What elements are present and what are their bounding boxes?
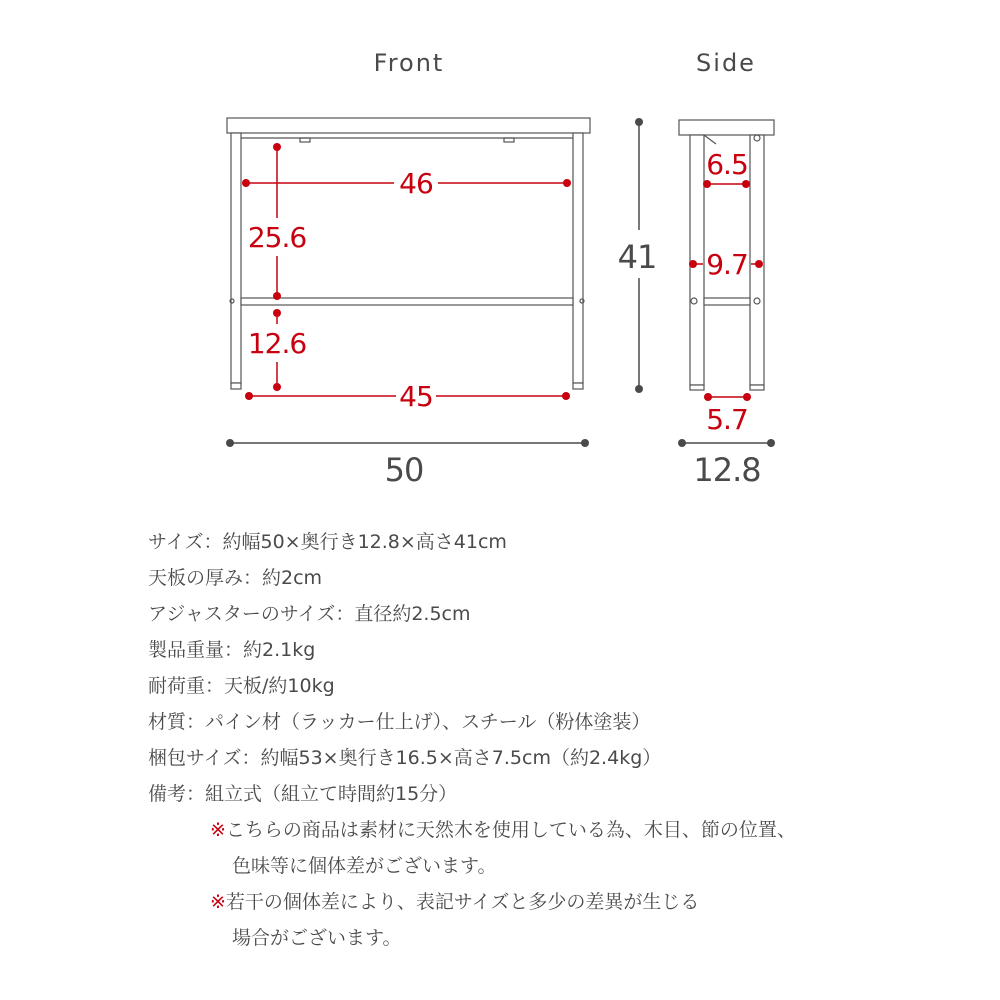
spec-package-size: 梱包サイズ：約幅53×奥行き16.5×高さ7.5cm（約2.4kg） [148, 747, 662, 769]
front-dim-upper-gap [248, 143, 307, 300]
spec-remarks: 備考：組立式（組立て時間約15分） [148, 783, 458, 805]
dim-label-12-8: 12.8 [693, 451, 761, 489]
spec-load-capacity: 耐荷重：天板/約10kg [148, 675, 335, 697]
dim-endpoint [273, 292, 281, 300]
side-front-leg [690, 135, 704, 385]
dim-endpoint [273, 143, 281, 151]
side-back-leg [750, 135, 764, 385]
spec-size: サイズ：約幅50×奥行き12.8×高さ41cm [148, 531, 507, 553]
front-top-bracket-right [504, 138, 514, 142]
front-left-leg [231, 133, 241, 383]
dim-label-9-7: 9.7 [706, 248, 748, 281]
dim-endpoint [703, 180, 711, 188]
dim-endpoint [689, 260, 697, 268]
dim-endpoint [273, 309, 281, 317]
dim-label-46: 46 [399, 167, 433, 200]
side-view-title: Side [696, 49, 756, 77]
note-2-line-1: 若干の個体差により、表記サイズと多少の差異が生じる [225, 891, 700, 913]
side-front-foot [690, 385, 704, 390]
front-right-foot [573, 383, 583, 389]
front-right-leg [573, 133, 583, 383]
dim-endpoint [704, 393, 712, 401]
spec-adjuster-size: アジャスターのサイズ：直径約2.5cm [148, 603, 471, 625]
dim-label-41: 41 [617, 238, 657, 276]
dim-label-5-7: 5.7 [706, 403, 748, 436]
front-middle-shelf [241, 298, 573, 305]
side-dim-top-inner-depth [703, 148, 750, 188]
front-view-title: Front [373, 49, 445, 77]
dim-endpoint [226, 439, 234, 447]
front-dim-inner-width-bottom [245, 380, 570, 413]
front-top-bracket-left [300, 138, 310, 142]
dim-endpoint [563, 179, 571, 187]
side-middle-shelf [704, 298, 750, 305]
dim-endpoint [245, 392, 253, 400]
dim-endpoint [678, 439, 686, 447]
note-mark: ※ [210, 819, 226, 841]
dim-endpoint [242, 179, 250, 187]
note-2 [148, 884, 988, 920]
dim-overall-height [618, 118, 657, 393]
front-dim-inner-width-top [242, 167, 571, 200]
dim-endpoint [743, 393, 751, 401]
note-1-line-2: 色味等に個体差がございます。 [232, 855, 497, 877]
dim-endpoint [742, 180, 750, 188]
dim-endpoint [273, 383, 281, 391]
spec-material: 材質：パイン材（ラッカー仕上げ）、スチール（粉体塗装） [148, 711, 651, 733]
front-dim-lower-gap [248, 309, 307, 391]
side-dim-overall-depth [678, 439, 775, 489]
dim-endpoint [767, 439, 775, 447]
dim-label-12-6: 12.6 [247, 327, 307, 360]
side-dim-foot-spacing [704, 393, 751, 436]
dim-endpoint [635, 385, 643, 393]
spec-top-thickness: 天板の厚み：約2cm [148, 567, 323, 589]
dim-label-45: 45 [399, 380, 433, 413]
dim-endpoint [581, 439, 589, 447]
side-brace [704, 135, 716, 144]
spec-list [148, 524, 988, 956]
dim-endpoint [635, 118, 643, 126]
front-left-foot [231, 383, 241, 389]
note-mark: ※ [210, 891, 226, 913]
dim-label-6-5: 6.5 [706, 148, 748, 181]
front-top-board [227, 118, 590, 133]
note-1-line-1: こちらの商品は素材に天然木を使用している為、木目、節の位置、 [225, 819, 796, 841]
side-top-board [679, 120, 774, 135]
note-1 [148, 812, 988, 848]
note-2-line-2: 場合がございます。 [232, 927, 402, 949]
spec-weight: 製品重量：約2.1kg [148, 639, 316, 661]
dim-endpoint [755, 260, 763, 268]
side-back-foot [750, 385, 764, 390]
front-dim-overall-width [226, 439, 589, 489]
dim-label-25-6: 25.6 [247, 221, 307, 254]
dim-endpoint [562, 392, 570, 400]
dim-label-50: 50 [384, 451, 424, 489]
